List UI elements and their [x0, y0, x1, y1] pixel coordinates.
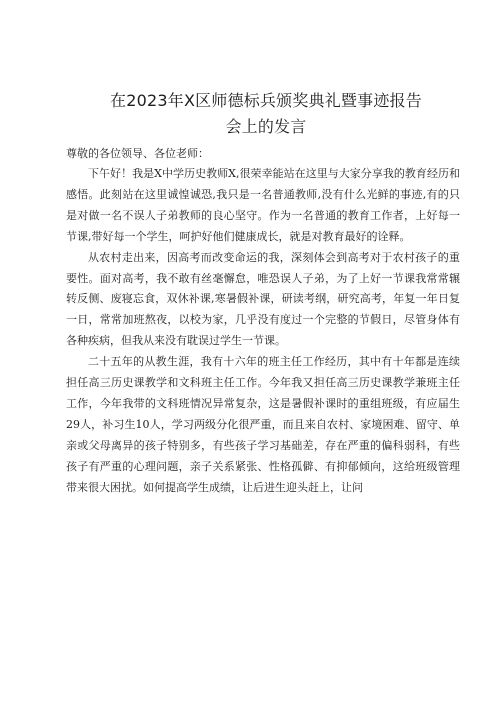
title-line-2: 会上的发言 [225, 117, 307, 136]
paragraph-1: 下午好！我是X中学历史教师X,很荣幸能站在这里与大家分享我的教育经历和感悟。此刻站在这里诚惶诚恐,我只是一名普通教师,没有什么光鲜的事迹,有的只是对做一名不误人子弟教师的良心坚守。作为一名普通的教育工作者，上好每一节课,带好每一个学生，呵护好他们健康成长，就是对教育最好的诠释。 [66, 167, 460, 243]
paragraph-2: 从农村走出来，因高考而改变命运的我，深刻体会到高考对于农村孩子的重要性。面对高考，我不敢有丝毫懈怠，唯恐误人子弟，为了上好一节课我常常辗转反侧、废寝忘食，双休补课,寒暑假补课，研读考纲，研究高考，年复一年日复一日，常常加班熬夜，以校为家，几乎没有度过一个完整的节假日，尽管身体有各种疾病，但我从来没有耽误过学生一节课。 [66, 250, 460, 348]
greeting: 尊敬的各位领导、各位老师： [66, 147, 209, 160]
title-line-1: 在2023年X区师德标兵颁奖典礼暨事迹报告 [110, 91, 422, 110]
document-title [66, 88, 460, 140]
paragraph-3: 二十五年的从教生涯，我有十六年的班主任工作经历，其中有十年都是连续担任高三历史课教学和文科班主任工作。今年我又担任高三历史课教学兼班主任工作，今年我带的文科班情况异常复杂，这是暑假补课时的重组班级，有应届生29人，补习生10人，学习两级分化很严重，而且来自农村、家境困难、留守、单亲或父母离异的孩子特别多，有些孩子学习基础差，存在严重的偏科弱科，有些孩子有严重的心理问题，亲子关系紧张、性格孤僻、有抑郁倾向，这给班级管理带来很大困扰。如何提高学生成绩，让后进生迎头赶上，让问 [66, 355, 460, 494]
